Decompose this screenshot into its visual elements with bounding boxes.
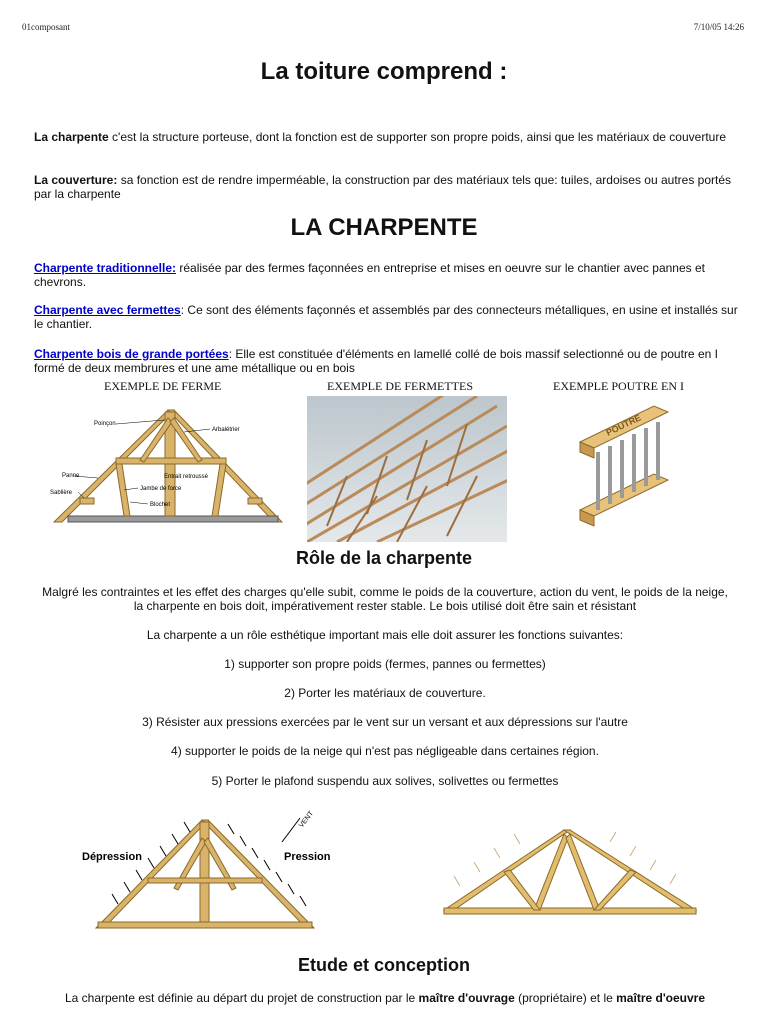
page-title: La toiture comprend : <box>260 58 508 85</box>
study-text-a: La charpente est définie au départ du projet de construction par le <box>64 991 419 1005</box>
function-4: 4) supporter le poids de la neige qui n'est pas négligeable dans certaines région. <box>171 744 599 758</box>
intro-charpente <box>34 130 740 144</box>
link-charpente-traditionnelle[interactable]: Charpente traditionnelle: <box>34 261 177 275</box>
function-5: 5) Porter le plafond suspendu aux solives, solivettes ou fermettes <box>211 774 559 788</box>
type-traditionnelle <box>34 261 740 289</box>
intro-charpente-text: c'est la structure porteuse, dont la fonction est de supporter son propre poids, ainsi que les matériaux de couverture <box>108 130 727 144</box>
function-3: 3) Résister aux pressions exercées par le vent sur un versant et aux dépressions sur l'autre <box>142 715 628 729</box>
label-entrait: Entrait retroussé <box>164 474 209 480</box>
caption-ferme: EXEMPLE DE FERME <box>104 379 222 393</box>
term-couverture: La couverture: <box>34 173 118 187</box>
type-fermettes-text: : Ce sont des éléments façonnés et assemblés par des connecteurs métalliques, en usine et installés sur le chantier. <box>34 303 738 331</box>
label-sabliere: Sablière <box>50 490 73 496</box>
label-poincon: Poinçon <box>94 421 116 427</box>
label-arbaletrier: Arbalétrier <box>212 427 240 433</box>
study-text-c: (propriétaire) et le <box>514 991 617 1005</box>
study-text <box>30 991 740 1005</box>
role-lead: La charpente a un rôle esthétique important mais elle doit assurer les fonctions suivantes: <box>146 628 624 642</box>
term-maitre-oeuvre: maître d'oeuvre <box>616 991 706 1005</box>
role-intro: Malgré les contraintes et les effet des charges qu'elle subit, comme le poids de la couverture, action du vent, le poids de la neige, la charpente en bois doit, impérativement rester stable. Le bois utilisé doit être sain et résistant <box>42 585 728 613</box>
fermettes-photo <box>307 396 507 542</box>
label-jambe: Jambe de force <box>140 486 182 492</box>
type-traditionnelle-text: réalisée par des fermes façonnées en entreprise et mises en oeuvre sur le chantier avec pannes et chevrons. <box>34 261 705 289</box>
poutre-i-diagram <box>574 402 674 530</box>
type-grande-portee-text: : Elle est constituée d'éléments en lamellé collé de bois massif selectionné ou de poutre en I formé de deux membrures et une ame métallique ou en bois <box>34 347 718 375</box>
label-blochet: Blochet <box>150 502 171 508</box>
wind-pressure-diagram <box>78 808 338 934</box>
type-grande-portee <box>34 347 740 375</box>
section-title: LA CHARPENTE <box>290 214 478 241</box>
function-1: 1) supporter son propre poids (fermes, pannes ou fermettes) <box>224 657 546 671</box>
function-2: 2) Porter les matériaux de couverture. <box>284 686 486 700</box>
caption-poutre: EXEMPLE POUTRE EN I <box>553 379 684 393</box>
study-title: Etude et conception <box>297 955 470 975</box>
intro-couverture <box>34 173 740 201</box>
fermette-truss-diagram <box>440 816 700 920</box>
print-header-right: 7/10/05 14:26 <box>693 22 744 32</box>
type-fermettes <box>34 303 740 331</box>
label-pression: Pression <box>284 851 331 863</box>
label-depression: Dépression <box>82 851 142 863</box>
caption-fermettes: EXEMPLE DE FERMETTES <box>327 379 473 393</box>
term-maitre-ouvrage: maître d'ouvrage <box>418 991 515 1005</box>
link-charpente-grande-portee[interactable]: Charpente bois de grande portées <box>34 347 229 361</box>
label-panne: Panne <box>62 473 80 479</box>
link-charpente-fermettes[interactable]: Charpente avec fermettes <box>34 303 181 317</box>
role-title: Rôle de la charpente <box>295 548 473 568</box>
intro-couverture-text: sa fonction est de rendre imperméable, la construction par des matériaux tels que: tuiles, ardoises ou autres portés par la charpente <box>34 173 732 201</box>
ferme-diagram <box>44 398 292 528</box>
poutre-brand-label: POUTRE <box>604 412 643 438</box>
print-header-left: 01composant <box>22 22 70 32</box>
label-vent: VENT <box>298 810 316 830</box>
term-charpente: La charpente <box>34 130 109 144</box>
